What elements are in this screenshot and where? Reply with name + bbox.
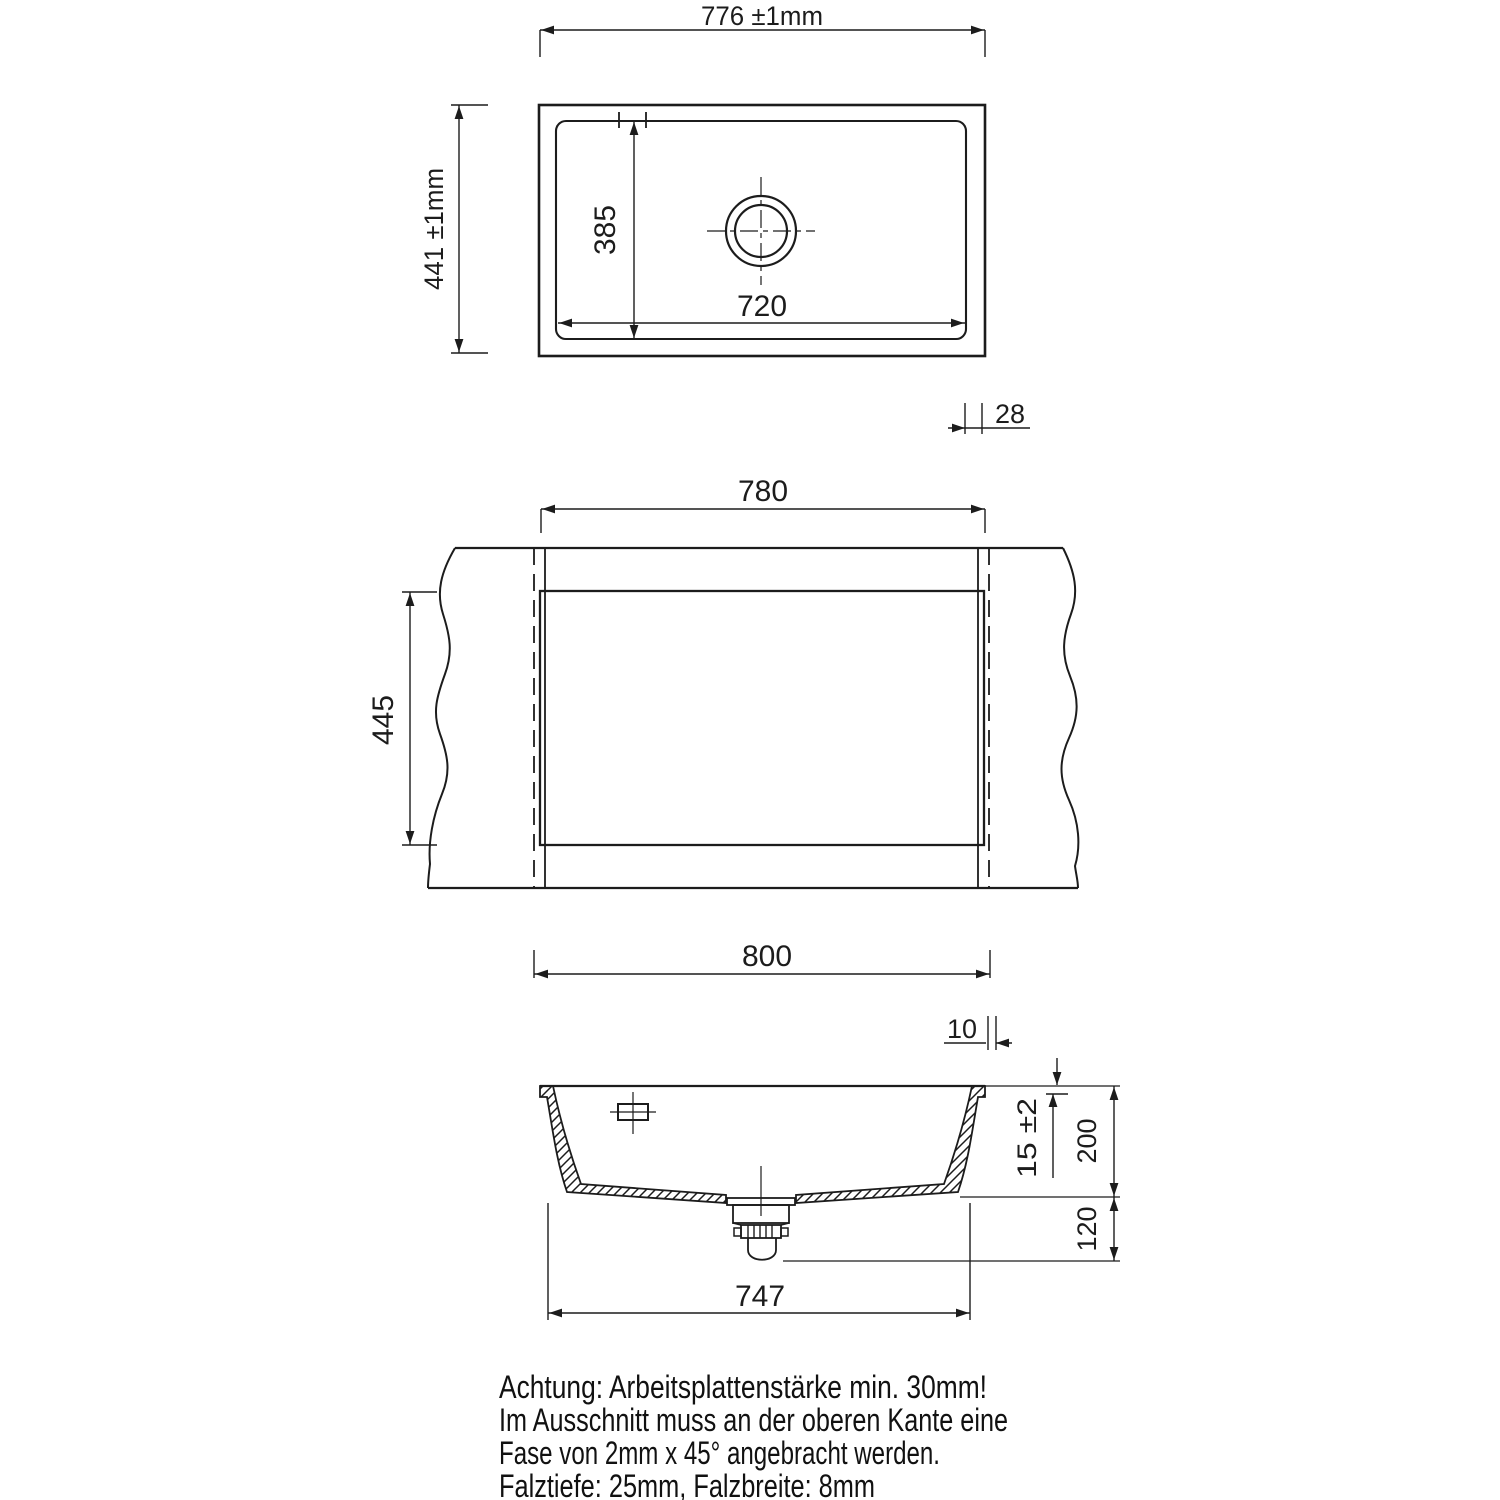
- section-wall-right: [796, 1086, 985, 1203]
- dim-bowl-depth: [630, 121, 639, 339]
- countertop-break-line-right: [1062, 548, 1079, 888]
- label-bowl-depth: 385: [589, 204, 622, 256]
- dim-section-depth: [1110, 1086, 1119, 1197]
- countertop-break-line-left: [428, 548, 455, 888]
- countertop-cutout-view: [402, 505, 1078, 1050]
- label-cutout-width: 800: [741, 940, 793, 973]
- label-section-depth: 200: [1072, 1118, 1102, 1164]
- dim-rim-height: [1046, 1058, 1068, 1178]
- dim-overall-depth: [451, 105, 488, 353]
- faucet-hole-symbol: [610, 1092, 656, 1134]
- dim-recess-width: [541, 505, 985, 533]
- label-edge-offset: 10: [947, 1014, 978, 1044]
- note-line-4: Falztiefe: 25mm, Falzbreite: 8mm: [499, 1468, 875, 1500]
- dimension-labels: [367, 1, 1102, 1313]
- label-bowl-width: 720: [736, 290, 788, 323]
- drain-assembly: [727, 1166, 795, 1260]
- label-cutout-depth: 445: [367, 694, 400, 746]
- label-rim-height: 15 ±2: [1012, 1110, 1042, 1178]
- sink-top-view: [451, 26, 1030, 434]
- note-line-3: Fase von 2mm x 45° angebracht werden.: [499, 1435, 940, 1471]
- label-overall-depth: 441 ±1mm: [419, 162, 449, 290]
- sink-cross-section: [540, 1058, 1120, 1320]
- label-rim-width: 28: [995, 399, 1026, 429]
- label-overall-width: 776 ±1mm: [701, 1, 823, 31]
- dim-cutout-depth: [402, 592, 437, 845]
- note-line-1: Achtung: Arbeitsplattenstärke min. 30mm!: [499, 1369, 987, 1405]
- dim-drain-height: [1110, 1197, 1119, 1261]
- installation-notes: [499, 1369, 1008, 1500]
- sink-outline-in-cutout: [540, 591, 984, 845]
- label-base-width: 747: [734, 1280, 786, 1313]
- label-drain-height: 120: [1072, 1206, 1102, 1252]
- note-line-2: Im Ausschnitt muss an der oberen Kante eine: [499, 1402, 1008, 1438]
- label-recess-width: 780: [737, 475, 789, 508]
